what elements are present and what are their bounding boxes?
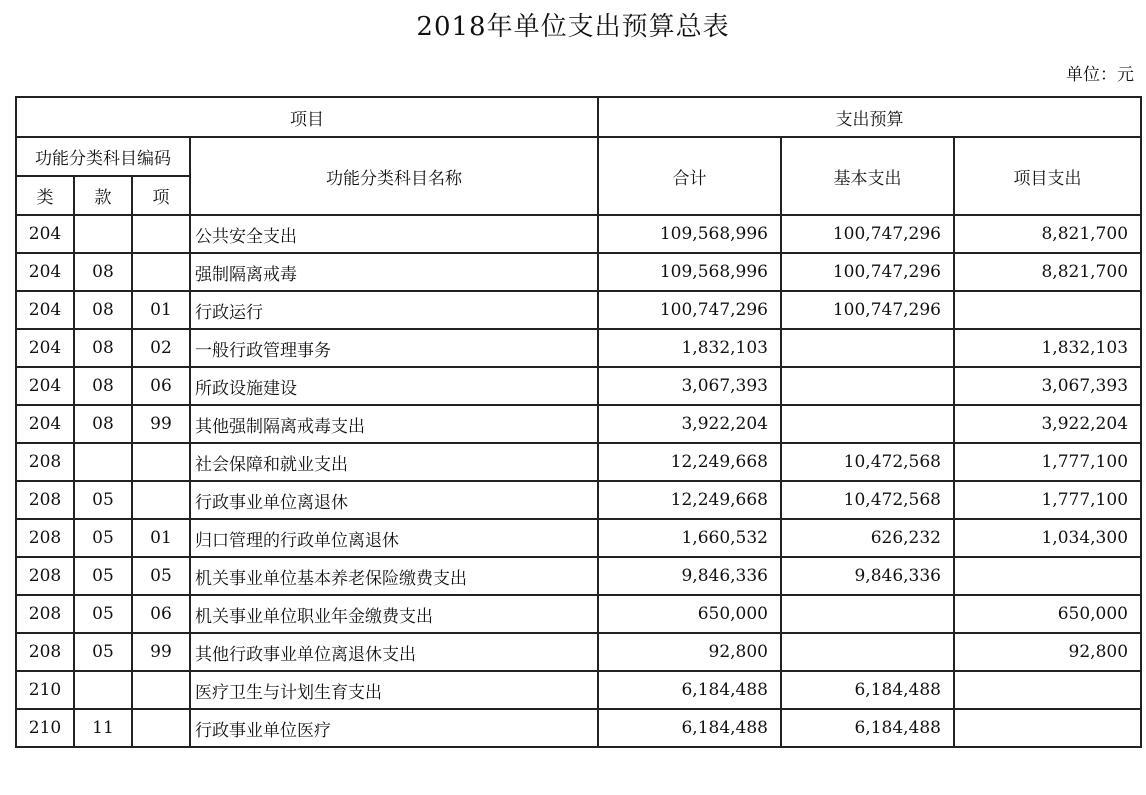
cell-kuan: 08 (74, 291, 132, 329)
cell-name: 行政运行 (190, 291, 598, 329)
cell-kuan: 08 (74, 329, 132, 367)
cell-name: 行政事业单位医疗 (190, 709, 598, 747)
header-total: 合计 (598, 137, 781, 215)
header-xiang: 项 (132, 176, 190, 215)
cell-lei: 208 (16, 519, 74, 557)
cell-total: 3,067,393 (598, 367, 781, 405)
cell-kuan: 05 (74, 557, 132, 595)
cell-kuan: 08 (74, 405, 132, 443)
table-row (16, 443, 1141, 481)
cell-project: 650,000 (954, 595, 1141, 633)
cell-kuan: 05 (74, 519, 132, 557)
header-project: 项目 (16, 97, 598, 137)
cell-project: 8,821,700 (954, 215, 1141, 253)
cell-name: 社会保障和就业支出 (190, 443, 598, 481)
cell-basic (781, 329, 954, 367)
cell-basic: 100,747,296 (781, 215, 954, 253)
header-project-expense: 项目支出 (954, 137, 1141, 215)
cell-basic: 626,232 (781, 519, 954, 557)
cell-project: 3,067,393 (954, 367, 1141, 405)
cell-lei: 210 (16, 709, 74, 747)
cell-name: 所政设施建设 (190, 367, 598, 405)
cell-xiang (132, 481, 190, 519)
cell-total: 6,184,488 (598, 709, 781, 747)
cell-xiang (132, 443, 190, 481)
cell-project (954, 709, 1141, 747)
cell-xiang: 02 (132, 329, 190, 367)
table-row (16, 329, 1141, 367)
cell-basic (781, 633, 954, 671)
cell-lei: 204 (16, 253, 74, 291)
cell-total: 9,846,336 (598, 557, 781, 595)
cell-project (954, 671, 1141, 709)
cell-kuan (74, 215, 132, 253)
cell-kuan: 11 (74, 709, 132, 747)
cell-name: 强制隔离戒毒 (190, 253, 598, 291)
header-row-2 (16, 137, 1141, 176)
cell-xiang: 05 (132, 557, 190, 595)
cell-kuan: 05 (74, 595, 132, 633)
header-basic: 基本支出 (781, 137, 954, 215)
cell-lei: 208 (16, 557, 74, 595)
budget-table (15, 96, 1142, 748)
table-row (16, 709, 1141, 747)
cell-total: 650,000 (598, 595, 781, 633)
cell-lei: 204 (16, 405, 74, 443)
cell-name: 机关事业单位基本养老保险缴费支出 (190, 557, 598, 595)
cell-basic: 100,747,296 (781, 253, 954, 291)
cell-kuan: 08 (74, 367, 132, 405)
cell-lei: 204 (16, 291, 74, 329)
table-row (16, 557, 1141, 595)
cell-kuan: 08 (74, 253, 132, 291)
cell-basic (781, 405, 954, 443)
cell-project: 1,777,100 (954, 481, 1141, 519)
cell-basic (781, 367, 954, 405)
cell-xiang: 06 (132, 367, 190, 405)
cell-xiang (132, 253, 190, 291)
cell-project: 92,800 (954, 633, 1141, 671)
cell-xiang (132, 671, 190, 709)
cell-basic: 100,747,296 (781, 291, 954, 329)
cell-lei: 208 (16, 633, 74, 671)
cell-name: 其他行政事业单位离退休支出 (190, 633, 598, 671)
header-budget: 支出预算 (598, 97, 1141, 137)
cell-total: 100,747,296 (598, 291, 781, 329)
cell-kuan: 05 (74, 481, 132, 519)
cell-lei: 204 (16, 215, 74, 253)
cell-xiang: 06 (132, 595, 190, 633)
table-row (16, 405, 1141, 443)
cell-lei: 208 (16, 595, 74, 633)
cell-lei: 204 (16, 329, 74, 367)
cell-basic: 10,472,568 (781, 481, 954, 519)
cell-name: 归口管理的行政单位离退休 (190, 519, 598, 557)
cell-total: 109,568,996 (598, 215, 781, 253)
cell-name: 其他强制隔离戒毒支出 (190, 405, 598, 443)
cell-total: 109,568,996 (598, 253, 781, 291)
cell-lei: 204 (16, 367, 74, 405)
cell-xiang (132, 215, 190, 253)
cell-total: 12,249,668 (598, 443, 781, 481)
cell-kuan (74, 671, 132, 709)
table-row (16, 519, 1141, 557)
cell-xiang: 01 (132, 291, 190, 329)
cell-project (954, 291, 1141, 329)
table-row (16, 633, 1141, 671)
cell-total: 92,800 (598, 633, 781, 671)
cell-project: 1,777,100 (954, 443, 1141, 481)
table-row (16, 367, 1141, 405)
header-lei: 类 (16, 176, 74, 215)
cell-lei: 208 (16, 443, 74, 481)
cell-name: 医疗卫生与计划生育支出 (190, 671, 598, 709)
cell-xiang: 99 (132, 633, 190, 671)
cell-xiang (132, 709, 190, 747)
cell-total: 1,832,103 (598, 329, 781, 367)
cell-project: 1,832,103 (954, 329, 1141, 367)
cell-lei: 208 (16, 481, 74, 519)
cell-name: 机关事业单位职业年金缴费支出 (190, 595, 598, 633)
table-row (16, 671, 1141, 709)
cell-xiang: 01 (132, 519, 190, 557)
cell-kuan (74, 443, 132, 481)
header-code-group: 功能分类科目编码 (16, 137, 190, 176)
cell-name: 一般行政管理事务 (190, 329, 598, 367)
cell-total: 3,922,204 (598, 405, 781, 443)
cell-lei: 210 (16, 671, 74, 709)
cell-basic: 6,184,488 (781, 671, 954, 709)
cell-basic: 10,472,568 (781, 443, 954, 481)
table-row (16, 481, 1141, 519)
cell-project: 1,034,300 (954, 519, 1141, 557)
header-kuan: 款 (74, 176, 132, 215)
unit-label: 单位：元 (1066, 65, 1134, 85)
cell-basic: 9,846,336 (781, 557, 954, 595)
cell-kuan: 05 (74, 633, 132, 671)
table-row (16, 253, 1141, 291)
cell-basic: 6,184,488 (781, 709, 954, 747)
header-name: 功能分类科目名称 (190, 137, 598, 215)
table-row (16, 215, 1141, 253)
cell-total: 6,184,488 (598, 671, 781, 709)
table-row (16, 595, 1141, 633)
cell-xiang: 99 (132, 405, 190, 443)
cell-name: 行政事业单位离退休 (190, 481, 598, 519)
cell-total: 1,660,532 (598, 519, 781, 557)
table-row (16, 291, 1141, 329)
cell-basic (781, 595, 954, 633)
cell-total: 12,249,668 (598, 481, 781, 519)
cell-project: 8,821,700 (954, 253, 1141, 291)
page-title: 2018年单位支出预算总表 (416, 12, 730, 42)
cell-name: 公共安全支出 (190, 215, 598, 253)
cell-project (954, 557, 1141, 595)
cell-project: 3,922,204 (954, 405, 1141, 443)
header-row-1 (16, 97, 1141, 137)
